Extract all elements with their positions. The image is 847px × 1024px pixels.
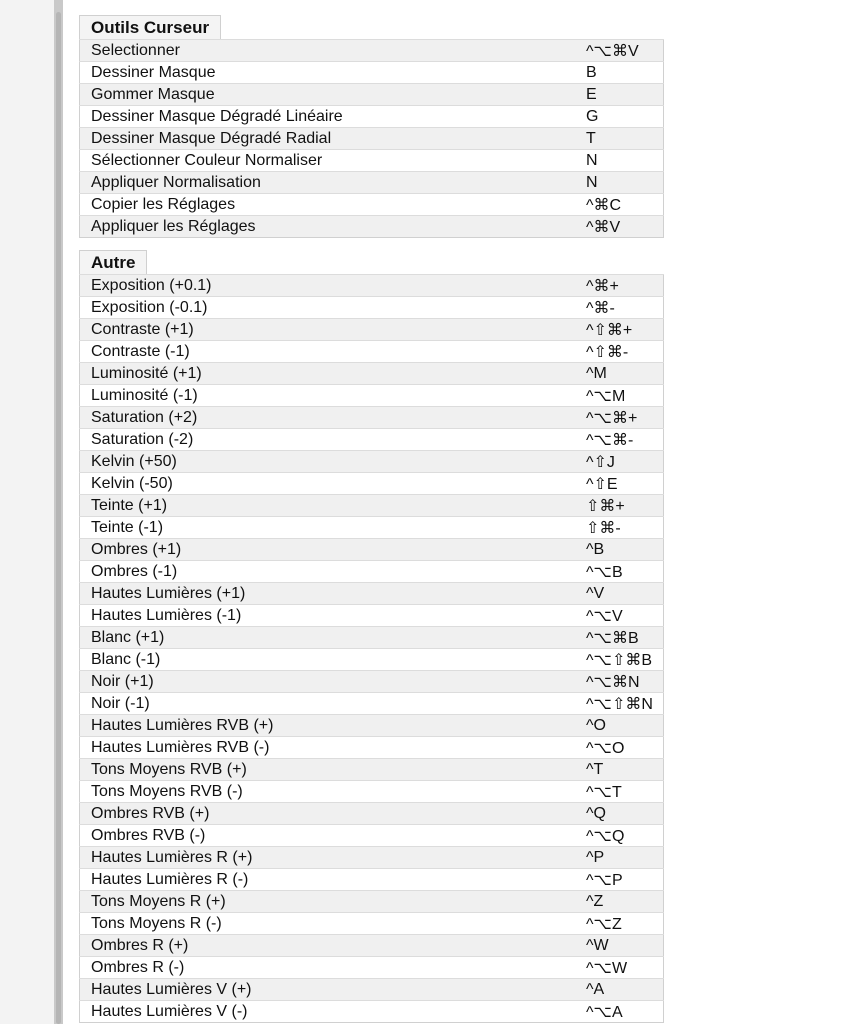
table-row	[80, 451, 664, 473]
table-row	[80, 561, 664, 583]
shortcut-key-combo: ^⌥B	[575, 561, 664, 583]
table-row	[80, 150, 664, 172]
table-row	[80, 957, 664, 979]
table-row	[80, 693, 664, 715]
shortcut-key-combo: ^⌥W	[575, 957, 664, 979]
shortcut-action-label: Kelvin (-50)	[80, 473, 576, 495]
shortcut-key-combo: ^⌘+	[575, 275, 664, 297]
shortcut-key-combo: ^Q	[575, 803, 664, 825]
shortcut-key-combo: ^⌥V	[575, 605, 664, 627]
shortcut-action-label: Saturation (-2)	[80, 429, 576, 451]
table-row	[80, 407, 664, 429]
shortcut-action-label: Teinte (-1)	[80, 517, 576, 539]
shortcut-key-combo: ^Z	[575, 891, 664, 913]
shortcut-key-combo: ^T	[575, 759, 664, 781]
shortcut-key-combo: ^B	[575, 539, 664, 561]
shortcut-action-label: Teinte (+1)	[80, 495, 576, 517]
shortcut-action-label: Luminosité (+1)	[80, 363, 576, 385]
table-row	[80, 539, 664, 561]
table-row	[80, 275, 664, 297]
shortcut-key-combo: ^⌥⌘V	[575, 40, 664, 62]
shortcut-key-combo: ^⌥M	[575, 385, 664, 407]
section-title: Outils Curseur	[79, 15, 221, 39]
shortcut-key-combo: ^⌘C	[575, 194, 664, 216]
table-row	[80, 605, 664, 627]
shortcut-key-combo: ^⌥⌘B	[575, 627, 664, 649]
shortcut-action-label: Hautes Lumières (-1)	[80, 605, 576, 627]
shortcut-key-combo: ^P	[575, 847, 664, 869]
shortcut-action-label: Saturation (+2)	[80, 407, 576, 429]
shortcut-action-label: Exposition (-0.1)	[80, 297, 576, 319]
table-row	[80, 913, 664, 935]
table-row	[80, 429, 664, 451]
shortcut-action-label: Luminosité (-1)	[80, 385, 576, 407]
table-row	[80, 341, 664, 363]
table-row	[80, 495, 664, 517]
section-autre	[79, 250, 664, 1023]
table-row	[80, 517, 664, 539]
table-row	[80, 106, 664, 128]
table-row	[80, 979, 664, 1001]
shortcut-key-combo: T	[575, 128, 664, 150]
shortcut-key-combo: ^⌥A	[575, 1001, 664, 1023]
shortcut-action-label: Hautes Lumières V (-)	[80, 1001, 576, 1023]
shortcut-key-combo: ^⇧E	[575, 473, 664, 495]
table-row	[80, 583, 664, 605]
shortcut-key-combo: ^⌘V	[575, 216, 664, 238]
shortcut-key-combo: ^⌥P	[575, 869, 664, 891]
table-row	[80, 385, 664, 407]
shortcut-action-label: Tons Moyens R (+)	[80, 891, 576, 913]
table-row	[80, 869, 664, 891]
shortcut-action-label: Tons Moyens RVB (-)	[80, 781, 576, 803]
shortcut-key-combo: ^V	[575, 583, 664, 605]
section-outils-curseur	[79, 15, 664, 238]
shortcut-key-combo: ^⇧⌘+	[575, 319, 664, 341]
shortcut-key-combo: ^A	[575, 979, 664, 1001]
shortcut-key-combo: ^⇧⌘-	[575, 341, 664, 363]
table-row	[80, 737, 664, 759]
shortcut-key-combo: ^⌥⌘+	[575, 407, 664, 429]
table-row	[80, 627, 664, 649]
table-row	[80, 935, 664, 957]
shortcut-action-label: Contraste (+1)	[80, 319, 576, 341]
shortcut-key-combo: ^⌥⇧⌘B	[575, 649, 664, 671]
shortcut-action-label: Contraste (-1)	[80, 341, 576, 363]
shortcut-action-label: Gommer Masque	[80, 84, 576, 106]
shortcut-action-label: Blanc (-1)	[80, 649, 576, 671]
shortcut-action-label: Ombres (-1)	[80, 561, 576, 583]
shortcut-action-label: Appliquer les Réglages	[80, 216, 576, 238]
shortcut-action-label: Appliquer Normalisation	[80, 172, 576, 194]
shortcut-action-label: Tons Moyens RVB (+)	[80, 759, 576, 781]
shortcut-key-combo: ^⌥⌘-	[575, 429, 664, 451]
table-row	[80, 172, 664, 194]
table-row	[80, 891, 664, 913]
shortcut-table	[79, 274, 664, 1023]
shortcut-key-combo: ^⌥Q	[575, 825, 664, 847]
shortcut-action-label: Exposition (+0.1)	[80, 275, 576, 297]
shortcut-action-label: Copier les Réglages	[80, 194, 576, 216]
table-row	[80, 40, 664, 62]
shortcut-action-label: Blanc (+1)	[80, 627, 576, 649]
shortcut-action-label: Dessiner Masque Dégradé Linéaire	[80, 106, 576, 128]
shortcut-key-combo: ^⌥⌘N	[575, 671, 664, 693]
shortcut-action-label: Hautes Lumières R (-)	[80, 869, 576, 891]
shortcut-action-label: Ombres (+1)	[80, 539, 576, 561]
shortcut-key-combo: ^⌥Z	[575, 913, 664, 935]
shortcut-action-label: Hautes Lumières V (+)	[80, 979, 576, 1001]
shortcut-key-combo: ^W	[575, 935, 664, 957]
table-row	[80, 825, 664, 847]
shortcut-action-label: Ombres RVB (-)	[80, 825, 576, 847]
shortcut-key-combo: ^⌘-	[575, 297, 664, 319]
shortcut-key-combo: G	[575, 106, 664, 128]
shortcut-key-combo: ⇧⌘-	[575, 517, 664, 539]
table-row	[80, 216, 664, 238]
table-row	[80, 803, 664, 825]
shortcut-key-combo: ^M	[575, 363, 664, 385]
shortcut-action-label: Hautes Lumières R (+)	[80, 847, 576, 869]
table-row	[80, 759, 664, 781]
shortcut-key-combo: ^⌥⇧⌘N	[575, 693, 664, 715]
section-title: Autre	[79, 250, 147, 274]
table-row	[80, 671, 664, 693]
shortcut-key-combo: ^⌥T	[575, 781, 664, 803]
shortcut-key-combo: ⇧⌘+	[575, 495, 664, 517]
scrollbar-thumb[interactable]	[56, 12, 61, 1024]
shortcut-action-label: Dessiner Masque	[80, 62, 576, 84]
table-row	[80, 649, 664, 671]
table-row	[80, 781, 664, 803]
table-row	[80, 1001, 664, 1023]
table-row	[80, 84, 664, 106]
shortcut-action-label: Hautes Lumières RVB (-)	[80, 737, 576, 759]
table-row	[80, 128, 664, 150]
shortcut-key-combo: N	[575, 150, 664, 172]
shortcut-action-label: Selectionner	[80, 40, 576, 62]
shortcut-key-combo: E	[575, 84, 664, 106]
shortcut-key-combo: N	[575, 172, 664, 194]
table-row	[80, 847, 664, 869]
table-row	[80, 363, 664, 385]
shortcut-key-combo: ^⌥O	[575, 737, 664, 759]
table-row	[80, 194, 664, 216]
window-left-background	[0, 0, 54, 1024]
table-row	[80, 473, 664, 495]
table-row	[80, 715, 664, 737]
shortcut-action-label: Ombres RVB (+)	[80, 803, 576, 825]
shortcut-action-label: Hautes Lumières RVB (+)	[80, 715, 576, 737]
shortcut-action-label: Hautes Lumières (+1)	[80, 583, 576, 605]
shortcut-action-label: Noir (+1)	[80, 671, 576, 693]
shortcut-action-label: Dessiner Masque Dégradé Radial	[80, 128, 576, 150]
shortcut-action-label: Ombres R (+)	[80, 935, 576, 957]
shortcut-action-label: Noir (-1)	[80, 693, 576, 715]
table-row	[80, 297, 664, 319]
shortcut-action-label: Tons Moyens R (-)	[80, 913, 576, 935]
shortcut-table	[79, 39, 664, 238]
shortcut-action-label: Ombres R (-)	[80, 957, 576, 979]
table-row	[80, 62, 664, 84]
shortcut-action-label: Sélectionner Couleur Normaliser	[80, 150, 576, 172]
table-row	[80, 319, 664, 341]
shortcut-key-combo: ^⇧J	[575, 451, 664, 473]
shortcut-key-combo: ^O	[575, 715, 664, 737]
shortcut-key-combo: B	[575, 62, 664, 84]
shortcut-action-label: Kelvin (+50)	[80, 451, 576, 473]
